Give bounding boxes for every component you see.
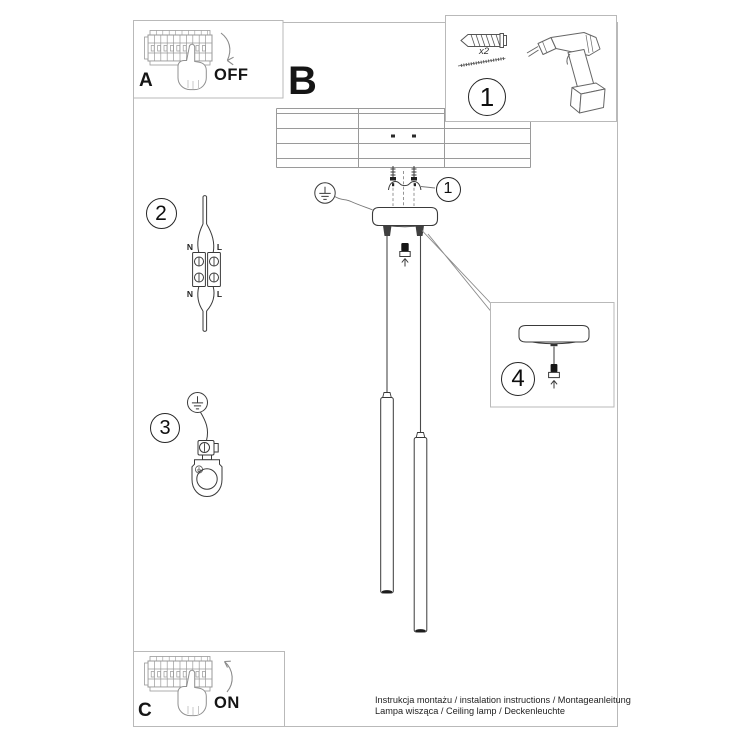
breaker-panel-icon [145, 657, 213, 692]
canopy-screw-icon [400, 243, 410, 267]
ground-symbol-icon [315, 183, 335, 203]
pendant-tube-left [381, 393, 394, 594]
step1-badge: 1 [436, 177, 461, 202]
footer-line-1: Instrukcja montażu / instalation instructions / Montageanleitung [375, 695, 631, 705]
cable-gland-left-icon [383, 226, 392, 237]
step1-leader-line [421, 187, 435, 189]
pendant-tube-right [414, 433, 427, 633]
canopy-drawing [373, 208, 438, 237]
step4-leader-lines [422, 231, 491, 312]
wire-neutral-top-label: N [186, 242, 194, 252]
wire-neutral-bottom-label: N [186, 289, 194, 299]
step4-badge: 4 [501, 362, 535, 396]
kit-step-badge: 1 [468, 78, 506, 116]
up-arrow-icon [402, 259, 408, 267]
ground-leader-line [335, 197, 373, 210]
footer-text [375, 695, 631, 717]
breaker-panel-icon [145, 31, 213, 66]
breaker-on-label: ON [214, 694, 240, 712]
section-b-label: B [288, 59, 317, 103]
breaker-off-label: OFF [214, 66, 249, 84]
ground-assembly-drawing [188, 393, 223, 497]
wire-live-top-label: L [216, 242, 223, 252]
wire-live-bottom-label: L [216, 289, 223, 299]
anchor-quantity-label: x2 [479, 46, 490, 57]
footer-line-2: Lampa wisząca / Ceiling lamp / Deckenleuchte [375, 705, 565, 716]
step3-badge: 3 [150, 413, 180, 443]
cable-gland-icon [551, 364, 558, 372]
alignment-dash-lines [393, 171, 414, 206]
section-c-label: C [138, 700, 152, 721]
drill-mark-right [412, 135, 416, 138]
drill-mark-left [391, 135, 395, 138]
step2-badge: 2 [146, 198, 177, 229]
terminal-block-drawing [193, 196, 221, 332]
section-a-label: A [139, 70, 153, 91]
